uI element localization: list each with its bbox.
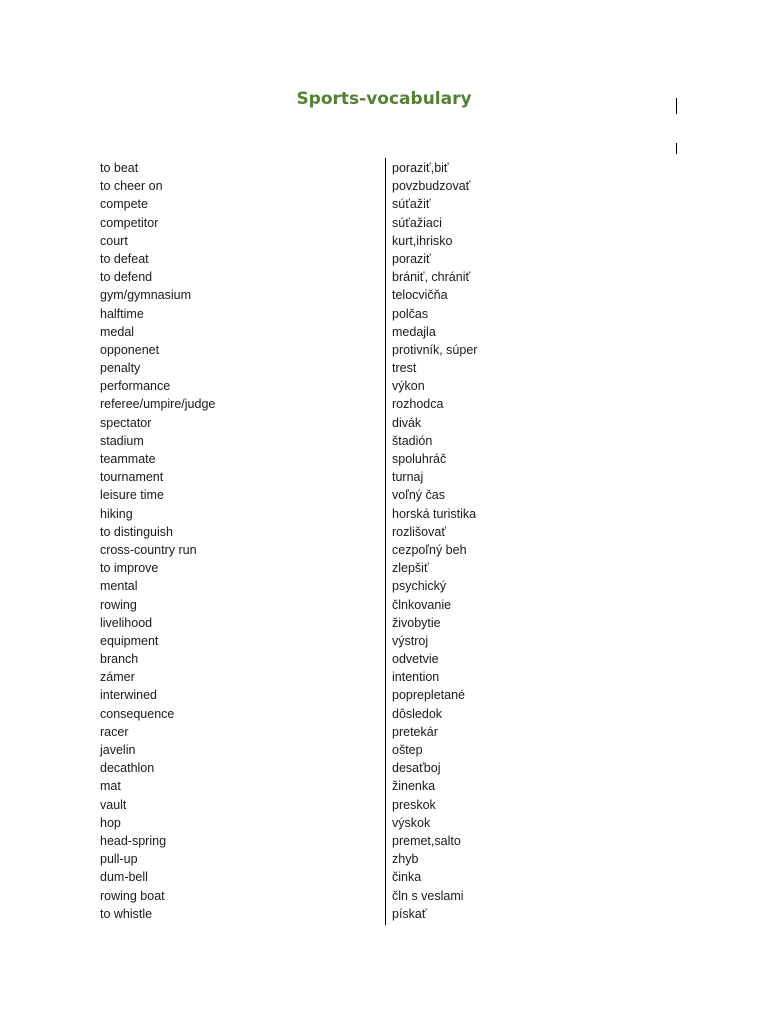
slovak-translation: odvetvie — [392, 652, 439, 667]
slovak-translation: medajla — [392, 324, 436, 339]
english-term: racer — [100, 724, 129, 739]
english-term: court — [100, 233, 128, 248]
vocab-row — [0, 795, 768, 813]
slovak-translation: polčas — [392, 306, 429, 321]
slovak-translation: turnaj — [392, 470, 424, 485]
slovak-translation: horská turistika — [392, 506, 477, 521]
english-term: to beat — [100, 161, 139, 175]
vocab-row — [0, 558, 768, 576]
english-term: interwined — [100, 688, 157, 703]
vocab-row — [0, 595, 768, 613]
vocab-row — [0, 285, 768, 303]
english-term: halftime — [100, 306, 144, 321]
english-term: dum-bell — [100, 870, 148, 885]
slovak-translation: dôsledok — [392, 706, 443, 721]
slovak-translation: výkon — [392, 379, 425, 394]
english-term: to whistle — [100, 906, 153, 921]
slovak-translation: preskok — [392, 797, 436, 812]
vocab-row — [0, 504, 768, 522]
slovak-translation: výskok — [392, 815, 431, 830]
slovak-translation: zhyb — [392, 852, 419, 867]
english-term: head-spring — [100, 833, 167, 848]
page-title: Sports-vocabulary — [296, 89, 472, 109]
english-term: competitor — [100, 215, 159, 230]
vocab-row — [0, 467, 768, 485]
vocab-row — [0, 758, 768, 776]
vocab-row — [0, 685, 768, 703]
english-term: hop — [100, 815, 121, 830]
text-cursor-mark — [676, 143, 677, 154]
english-term: cross-country run — [100, 542, 197, 557]
vocab-row — [0, 394, 768, 412]
slovak-translation: intention — [392, 670, 440, 685]
english-term: equipment — [100, 633, 159, 648]
english-term: medal — [100, 324, 135, 339]
english-term: livelihood — [100, 615, 153, 630]
slovak-translation: oštep — [392, 743, 423, 757]
vocab-row — [0, 231, 768, 249]
vocab-row — [0, 485, 768, 503]
slovak-translation: rozlišovať — [392, 524, 447, 539]
vocab-row — [0, 540, 768, 558]
vocab-row — [0, 358, 768, 376]
vocab-row — [0, 704, 768, 722]
english-term: spectator — [100, 415, 152, 430]
english-term: leisure time — [100, 488, 164, 503]
vocab-row — [0, 631, 768, 649]
english-term: opponenet — [100, 342, 160, 357]
english-term: mat — [100, 779, 121, 794]
vocab-row — [0, 613, 768, 631]
english-term: javelin — [100, 743, 136, 757]
slovak-translation: povzbudzovať — [392, 179, 471, 194]
english-term: penalty — [100, 361, 141, 376]
slovak-translation: desaťboj — [392, 761, 441, 776]
slovak-translation: pretekár — [392, 724, 438, 739]
vocab-row — [0, 304, 768, 322]
vocab-row — [0, 849, 768, 867]
slovak-translation: telocvičňa — [392, 288, 448, 303]
english-term: rowing boat — [100, 888, 165, 903]
english-term: to cheer on — [100, 179, 163, 194]
english-term: to defeat — [100, 251, 149, 266]
english-term: mental — [100, 579, 138, 594]
slovak-translation: živobytie — [392, 615, 441, 630]
slovak-translation: pískať — [392, 906, 427, 921]
english-term: to improve — [100, 561, 159, 576]
english-term: to distinguish — [100, 524, 173, 539]
slovak-translation: čln s veslami — [392, 888, 464, 903]
slovak-translation: súťažiť — [392, 197, 431, 212]
slovak-translation: voľný čas — [392, 488, 445, 503]
vocab-row — [0, 886, 768, 904]
slovak-translation: premet,salto — [392, 833, 461, 848]
vocab-row — [0, 158, 768, 176]
vocab-row — [0, 904, 768, 922]
vocabulary-table — [0, 158, 768, 922]
vocab-row — [0, 649, 768, 667]
english-term: hiking — [100, 506, 133, 521]
vocab-row — [0, 867, 768, 885]
english-term: compete — [100, 197, 148, 212]
slovak-translation: zlepšiť — [392, 561, 429, 576]
vocab-row — [0, 249, 768, 267]
vocab-row — [0, 831, 768, 849]
vocab-row — [0, 431, 768, 449]
vocab-row — [0, 522, 768, 540]
text-cursor-mark — [676, 98, 677, 114]
english-term: zámer — [100, 670, 135, 685]
slovak-translation: spoluhráč — [392, 452, 447, 466]
english-term: vault — [100, 797, 127, 812]
slovak-translation: protivník, súper — [392, 342, 478, 357]
vocab-row — [0, 340, 768, 358]
vocab-row — [0, 667, 768, 685]
vocab-row — [0, 413, 768, 431]
slovak-translation: štadión — [392, 433, 433, 448]
slovak-translation: divák — [392, 415, 422, 430]
vocab-row — [0, 449, 768, 467]
english-term: rowing — [100, 597, 137, 612]
slovak-translation: člnkovanie — [392, 597, 452, 612]
english-term: performance — [100, 379, 171, 394]
vocab-row — [0, 376, 768, 394]
vocab-row — [0, 813, 768, 831]
slovak-translation: psychický — [392, 579, 447, 594]
english-term: decathlon — [100, 761, 155, 776]
slovak-translation: kurt,ihrisko — [392, 233, 453, 248]
slovak-translation: rozhodca — [392, 397, 444, 412]
slovak-translation: cezpoľný beh — [392, 542, 467, 557]
vocab-row — [0, 176, 768, 194]
vocab-row — [0, 322, 768, 340]
vocab-row — [0, 722, 768, 740]
slovak-translation: poraziť,biť — [392, 161, 449, 175]
slovak-translation: výstroj — [392, 633, 429, 648]
slovak-translation: brániť, chrániť — [392, 270, 471, 285]
slovak-translation: súťažiaci — [392, 215, 442, 230]
english-term: gym/gymnasium — [100, 288, 191, 303]
english-term: stadium — [100, 433, 144, 448]
vocab-row — [0, 194, 768, 212]
vocab-row — [0, 740, 768, 758]
english-term: consequence — [100, 706, 175, 721]
vocab-row — [0, 213, 768, 231]
vocab-row — [0, 267, 768, 285]
english-term: referee/umpire/judge — [100, 397, 216, 412]
vocab-row — [0, 776, 768, 794]
slovak-translation: trest — [392, 361, 417, 376]
slovak-translation: poprepletané — [392, 688, 465, 703]
slovak-translation: poraziť — [392, 251, 431, 266]
slovak-translation: žinenka — [392, 779, 436, 794]
english-term: to defend — [100, 270, 153, 285]
english-term: branch — [100, 652, 139, 667]
slovak-translation: činka — [392, 870, 422, 885]
vocab-row — [0, 576, 768, 594]
english-term: pull-up — [100, 852, 138, 867]
english-term: teammate — [100, 452, 156, 466]
english-term: tournament — [100, 470, 164, 485]
